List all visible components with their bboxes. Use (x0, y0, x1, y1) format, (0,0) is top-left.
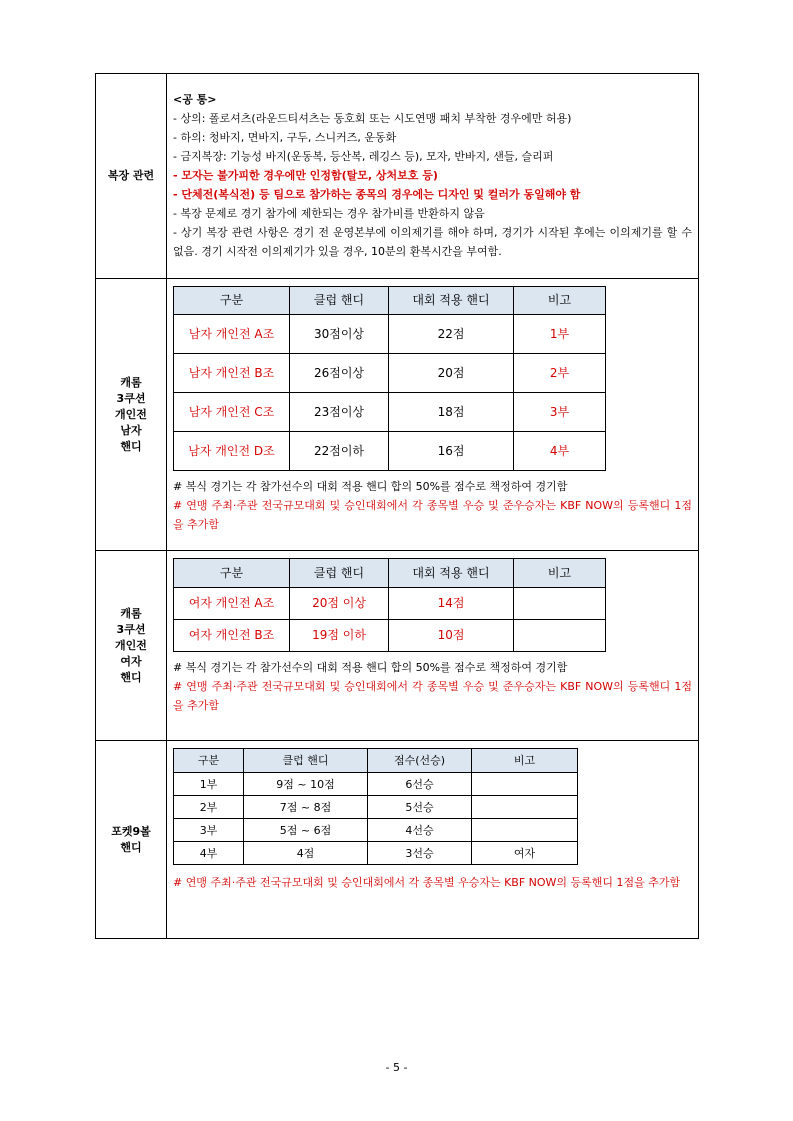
attire-team-rule: - 단체전(복식전) 등 팀으로 참가하는 종목의 경우에는 디자인 및 컬러가 동일해야 함 (173, 188, 581, 201)
table-row: 남자 개인전 C조 23점이상 18점 3부 (174, 393, 606, 432)
header-applied-handicap: 대회 적용 핸디 (389, 287, 514, 315)
table-header-row (174, 559, 606, 588)
attire-hat-rule: - 모자는 불가피한 경우에만 인정함(탈모, 상처보호 등) (173, 169, 438, 182)
header-score: 점수(선승) (368, 749, 472, 773)
attire-forbidden-rule: - 금지복장: 기능성 바지(운동복, 등산복, 레깅스 등), 모자, 반바지, 샌들, 슬리퍼 (173, 150, 554, 163)
table-header-row (174, 287, 606, 315)
men-handicap-label: 캐롬 3쿠션 개인전 남자 핸디 (96, 279, 167, 551)
table-row: 남자 개인전 B조 26점이상 20점 2부 (174, 354, 606, 393)
attire-content (167, 74, 699, 279)
pocket-handicap-table (173, 748, 578, 865)
header-remark: 비고 (514, 559, 606, 588)
header-club-handicap: 클럽 핸디 (244, 749, 368, 773)
header-category: 구분 (174, 287, 290, 315)
women-doubles-note: # 복식 경기는 각 참가선수의 대회 적용 핸디 합의 50%를 점수로 책정하여 경기함 (173, 661, 568, 674)
attire-common-heading: <공 통> (173, 93, 217, 106)
table-row: 3부 5점 ~ 6점 4선승 (174, 819, 578, 842)
table-row: 남자 개인전 A조 30점이상 22점 1부 (174, 315, 606, 354)
rules-table (95, 73, 699, 939)
page-number: - 5 - (385, 1061, 408, 1074)
men-bonus-note: # 연맹 주최·주관 전국규모대회 및 승인대회에서 각 종목별 우승 및 준우승자는 KBF NOW의 등록핸디 1점을 추가함 (173, 499, 692, 531)
women-handicap-table (173, 558, 606, 652)
header-remark: 비고 (514, 287, 606, 315)
men-handicap-row (96, 279, 699, 551)
attire-bottom-rule: - 하의: 청바지, 면바지, 구두, 스니커즈, 운동화 (173, 131, 397, 144)
pocket-handicap-label: 포켓9볼 핸디 (96, 741, 167, 939)
men-handicap-content (167, 279, 699, 551)
pocket-handicap-row (96, 741, 699, 939)
attire-label: 복장 관련 (96, 74, 167, 279)
table-row: 2부 7점 ~ 8점 5선승 (174, 796, 578, 819)
table-row: 남자 개인전 D조 22점이하 16점 4부 (174, 432, 606, 471)
pocket-bonus-note: # 연맹 주최·주관 전국규모대회 및 승인대회에서 각 종목별 우승자는 KBF NOW의 등록핸디 1점을 추가함 (173, 876, 681, 889)
table-row: 여자 개인전 A조 20점 이상 14점 (174, 588, 606, 620)
attire-row (96, 74, 699, 279)
header-category: 구분 (174, 559, 290, 588)
table-row: 여자 개인전 B조 19점 이하 10점 (174, 620, 606, 652)
header-club-handicap: 클럽 핸디 (290, 287, 389, 315)
women-handicap-label: 캐롬 3쿠션 개인전 여자 핸디 (96, 551, 167, 741)
table-header-row (174, 749, 578, 773)
attire-refund-rule: - 복장 문제로 경기 참가에 제한되는 경우 참가비를 반환하지 않음 (173, 207, 485, 220)
men-handicap-table (173, 286, 606, 471)
women-handicap-row (96, 551, 699, 741)
men-doubles-note: # 복식 경기는 각 참가선수의 대회 적용 핸디 합의 50%를 점수로 책정하여 경기함 (173, 480, 568, 493)
header-category: 구분 (174, 749, 244, 773)
header-applied-handicap: 대회 적용 핸디 (389, 559, 514, 588)
table-row: 1부 9점 ~ 10점 6선승 (174, 773, 578, 796)
attire-top-rule: - 상의: 폴로셔츠(라운드티셔츠는 동호회 또는 시도연맹 패치 부착한 경우에만 허용) (173, 112, 572, 125)
women-handicap-content (167, 551, 699, 741)
table-row: 4부 4점 3선승 여자 (174, 842, 578, 865)
pocket-handicap-content (167, 741, 699, 939)
header-remark: 비고 (472, 749, 578, 773)
attire-objection-rule: - 상기 복장 관련 사항은 경기 전 운영본부에 이의제기를 해야 하며, 경기가 시작된 후에는 이의제기를 할 수 없음. 경기 시작전 이의제기가 있을 경우, 10분의 환복시간을 부여함. (173, 226, 692, 258)
header-club-handicap: 클럽 핸디 (290, 559, 389, 588)
women-bonus-note: # 연맹 주최·주관 전국규모대회 및 승인대회에서 각 종목별 우승 및 준우승자는 KBF NOW의 등록핸디 1점을 추가함 (173, 680, 692, 712)
